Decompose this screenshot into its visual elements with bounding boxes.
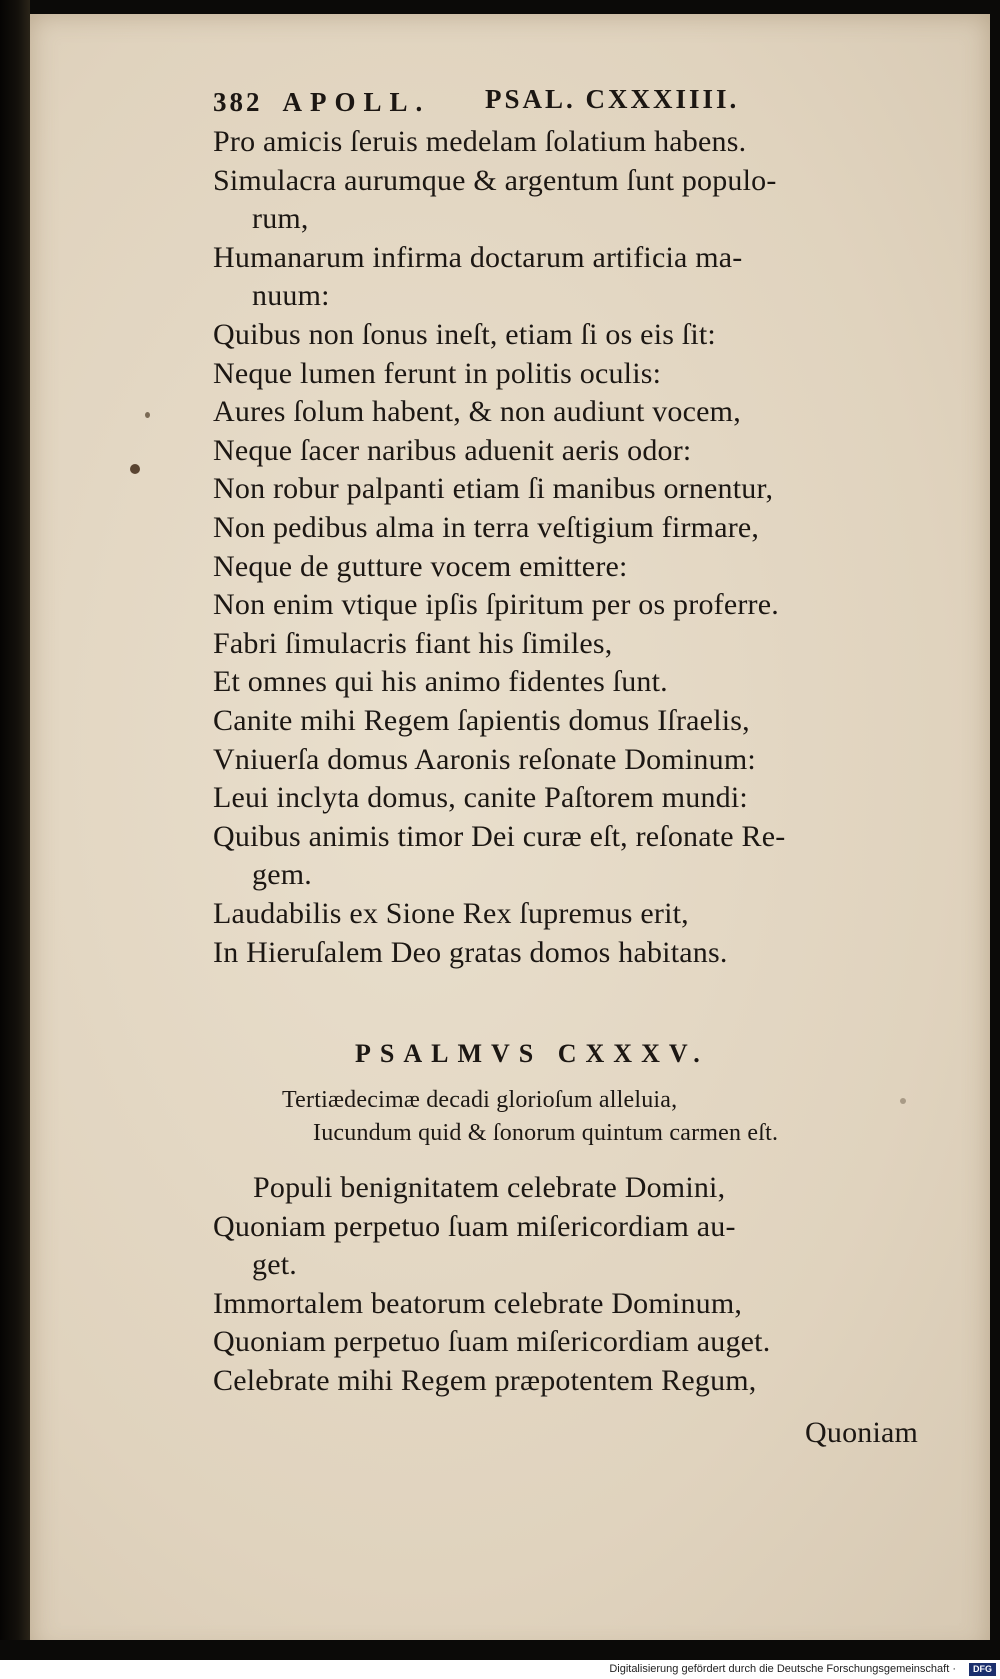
psalm-heading: PSALMVS CXXXV.	[355, 1039, 709, 1068]
verse-line: Quibus non ſonus ineſt, etiam ſi os eis ſit:	[213, 318, 716, 351]
verse-line: Vniuerſa domus Aaronis reſonate Dominum:	[213, 742, 756, 776]
footer-credit: Digitalisierung gefördert durch die Deutsche Forschungsgemeinschaft ·	[609, 1663, 956, 1675]
verse-line: Et omnes qui his animo fidentes ſunt.	[213, 665, 668, 699]
verse-line: Humanarum infirma doctarum artificia ma-	[213, 240, 743, 274]
scan-bottom-edge	[0, 1640, 1000, 1660]
verse-line: In Hieruſalem Deo gratas domos habitans.	[213, 935, 728, 969]
verse-line: nuum:	[252, 279, 330, 313]
verse-line: get.	[252, 1248, 297, 1281]
verse-line: Quoniam perpetuo ſuam miſericordiam au-	[213, 1209, 736, 1243]
catchword: Quoniam	[805, 1416, 919, 1449]
verse-line: Laudabilis ex Sione Rex ſupremus erit,	[213, 897, 689, 930]
verse-line: gem.	[252, 858, 312, 892]
running-head-title: APOLL.	[282, 87, 431, 117]
verse-line: Immortalem beatorum celebrate Dominum,	[213, 1286, 743, 1320]
book-spine-shadow	[0, 0, 30, 1660]
verse-line: Leui inclyta domus, canite Paſtorem mundi:	[213, 781, 748, 815]
psalm-argument-line: Tertiædecimæ decadi glorioſum alleluia,	[282, 1087, 678, 1113]
page-number: 382	[213, 87, 263, 117]
verse-line: Neque de gutture vocem emittere:	[213, 549, 628, 583]
verse-line: Simulacra aurumque & argentum ſunt populo-	[213, 163, 777, 197]
psalm-argument-line: Iucundum quid & ſonorum quintum carmen eſt.	[313, 1120, 779, 1146]
verse-line: Canite mihi Regem ſapientis domus Iſraelis,	[213, 704, 750, 737]
verse-line: Fabri ſimulacris fiant his ſimiles,	[213, 626, 613, 660]
verse-line: Aures ſolum habent, & non audiunt vocem,	[213, 395, 741, 429]
verse-line: rum,	[252, 202, 309, 236]
ink-stain	[130, 464, 140, 474]
dfg-logo: DFG	[969, 1663, 996, 1676]
running-head-psalm: PSAL. CXXXIIII.	[485, 84, 740, 114]
verse-line: Neque ſacer naribus aduenit aeris odor:	[213, 433, 692, 467]
verse-line: Pro amicis ſeruis medelam ſolatium habens.	[213, 125, 747, 158]
running-head	[213, 84, 430, 120]
ink-stain	[145, 412, 150, 418]
ink-stain	[900, 1098, 906, 1104]
verse-line: Quoniam perpetuo ſuam miſericordiam auget.	[213, 1325, 771, 1358]
verse-line: Quibus animis timor Dei curæ eſt, reſonate Re-	[213, 819, 786, 853]
verse-line: Non pedibus alma in terra veſtigium firmare,	[213, 511, 760, 544]
digitization-footer	[0, 1660, 1000, 1679]
verse-line: Celebrate mihi Regem præpotentem Regum,	[213, 1363, 757, 1397]
verse-line: Populi benignitatem celebrate Domini,	[253, 1171, 726, 1204]
verse-line: Non robur palpanti etiam ſi manibus ornentur,	[213, 472, 774, 506]
verse-line: Neque lumen ferunt in politis oculis:	[213, 356, 662, 390]
verse-line: Non enim vtique ipſis ſpiritum per os proferre.	[213, 588, 779, 622]
